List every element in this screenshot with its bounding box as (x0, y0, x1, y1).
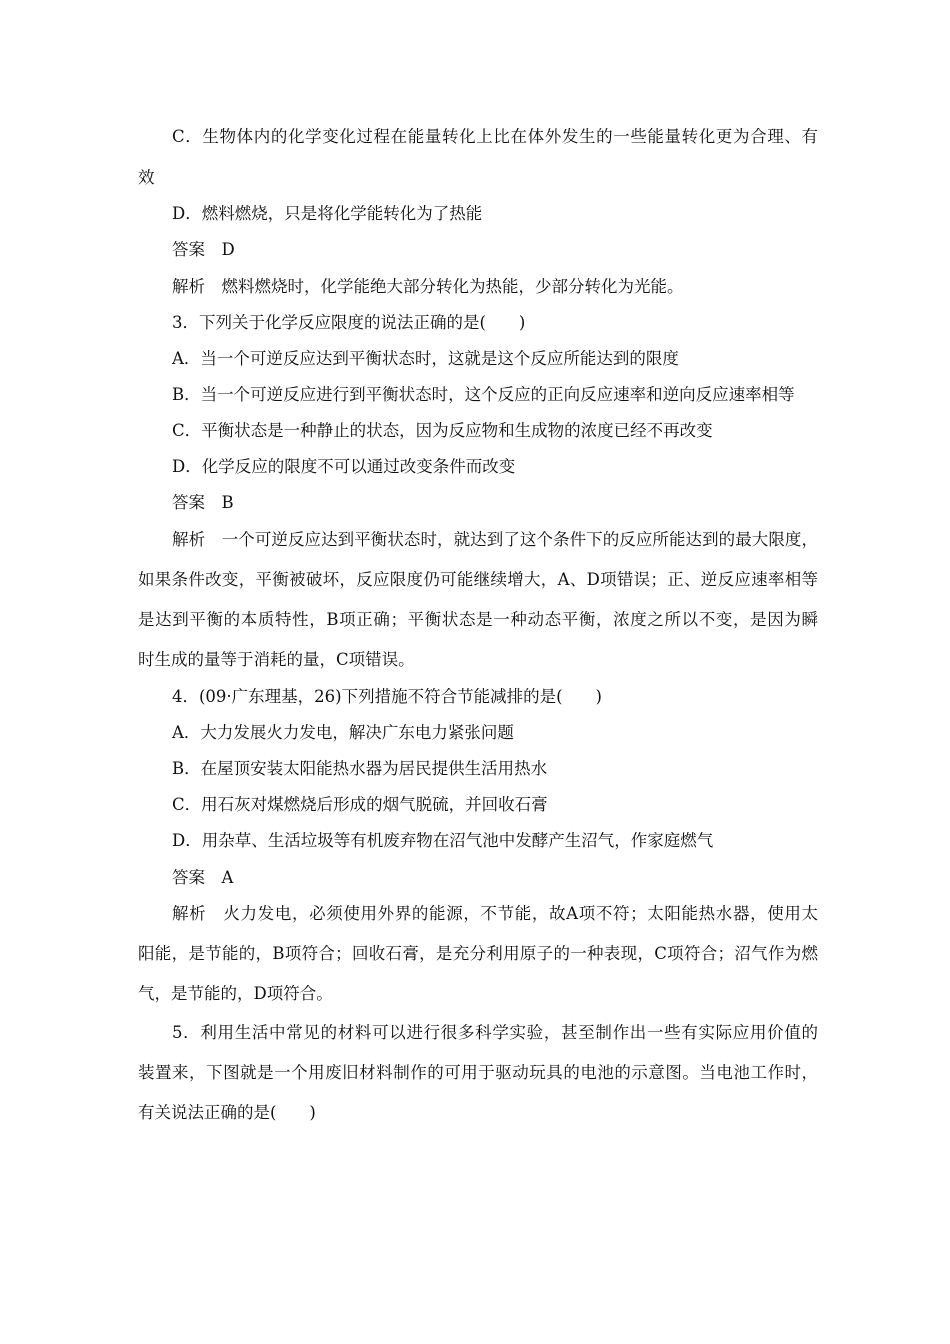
option-c-q2: C．生物体内的化学变化过程在能量转化上比在体外发生的一些能量转化更为合理、有 (172, 127, 818, 146)
option-c-q3: C．平衡状态是一种静止的状态，因为反应物和生成物的浓度已经不再改变 (172, 421, 713, 440)
option-d-q2: D．燃料燃烧，只是将化学能转化为了热能 (172, 204, 483, 223)
option-b-q4: B．在屋顶安装太阳能热水器为居民提供生活用热水 (172, 759, 548, 778)
analysis-q3-line3: 是达到平衡的本质特性，B项正确；平衡状态是一种动态平衡，浓度之所以不变，是因为瞬 (138, 610, 818, 629)
option-a-q4: A．大力发展火力发电，解决广东电力紧张问题 (172, 723, 514, 742)
analysis-q4-line3: 气，是节能的，D项符合。 (138, 984, 333, 1003)
option-a-q3: A．当一个可逆反应达到平衡状态时，这就是这个反应所能达到的限度 (172, 349, 679, 368)
analysis-q4-line2: 阳能，是节能的，B项符合；回收石膏，是充分利用原子的一种表现，C项符合；沼气作为燃 (138, 944, 818, 963)
answer-q2: 答案 D (172, 240, 235, 259)
analysis-q3-line4: 时生成的量等于消耗的量，C项错误。 (138, 650, 415, 669)
analysis-q3-line2: 如果条件改变，平衡被破坏，反应限度仍可能继续增大，A、D项错误；正、逆反应速率相等 (138, 570, 818, 589)
answer-q4: 答案 A (172, 868, 234, 887)
answer-q3: 答案 B (172, 493, 234, 512)
option-b-q3: B．当一个可逆反应进行到平衡状态时，这个反应的正向反应速率和逆向反应速率相等 (172, 385, 795, 404)
question-3: 3．下列关于化学反应限度的说法正确的是( ) (172, 313, 526, 332)
option-c-q4: C．用石灰对煤燃烧后形成的烟气脱硫，并回收石膏 (172, 795, 548, 814)
question-5-line2: 装置来，下图就是一个用废旧材料制作的可用于驱动玩具的电池的示意图。当电池工作时， (138, 1063, 818, 1082)
analysis-q3: 解析 一个可逆反应达到平衡状态时，就达到了这个条件下的反应所能达到的最大限度， (172, 530, 818, 549)
analysis-q4: 解析 火力发电，必须使用外界的能源，不节能，故A项不符；太阳能热水器，使用太 (172, 904, 818, 923)
option-d-q4: D．用杂草、生活垃圾等有机废弃物在沼气池中发酵产生沼气，作家庭燃气 (172, 831, 714, 850)
analysis-q2: 解析 燃料燃烧时，化学能绝大部分转化为热能，少部分转化为光能。 (172, 277, 684, 296)
question-5-line3: 有关说法正确的是( ) (138, 1103, 316, 1122)
question-5: 5．利用生活中常见的材料可以进行很多科学实验，甚至制作出一些有实际应用价值的 (172, 1023, 818, 1042)
question-4: 4．(09·广东理基，26)下列措施不符合节能减排的是( ) (172, 687, 602, 706)
option-d-q3: D．化学反应的限度不可以通过改变条件而改变 (172, 457, 516, 476)
option-c-q2-cont: 效 (138, 168, 155, 187)
